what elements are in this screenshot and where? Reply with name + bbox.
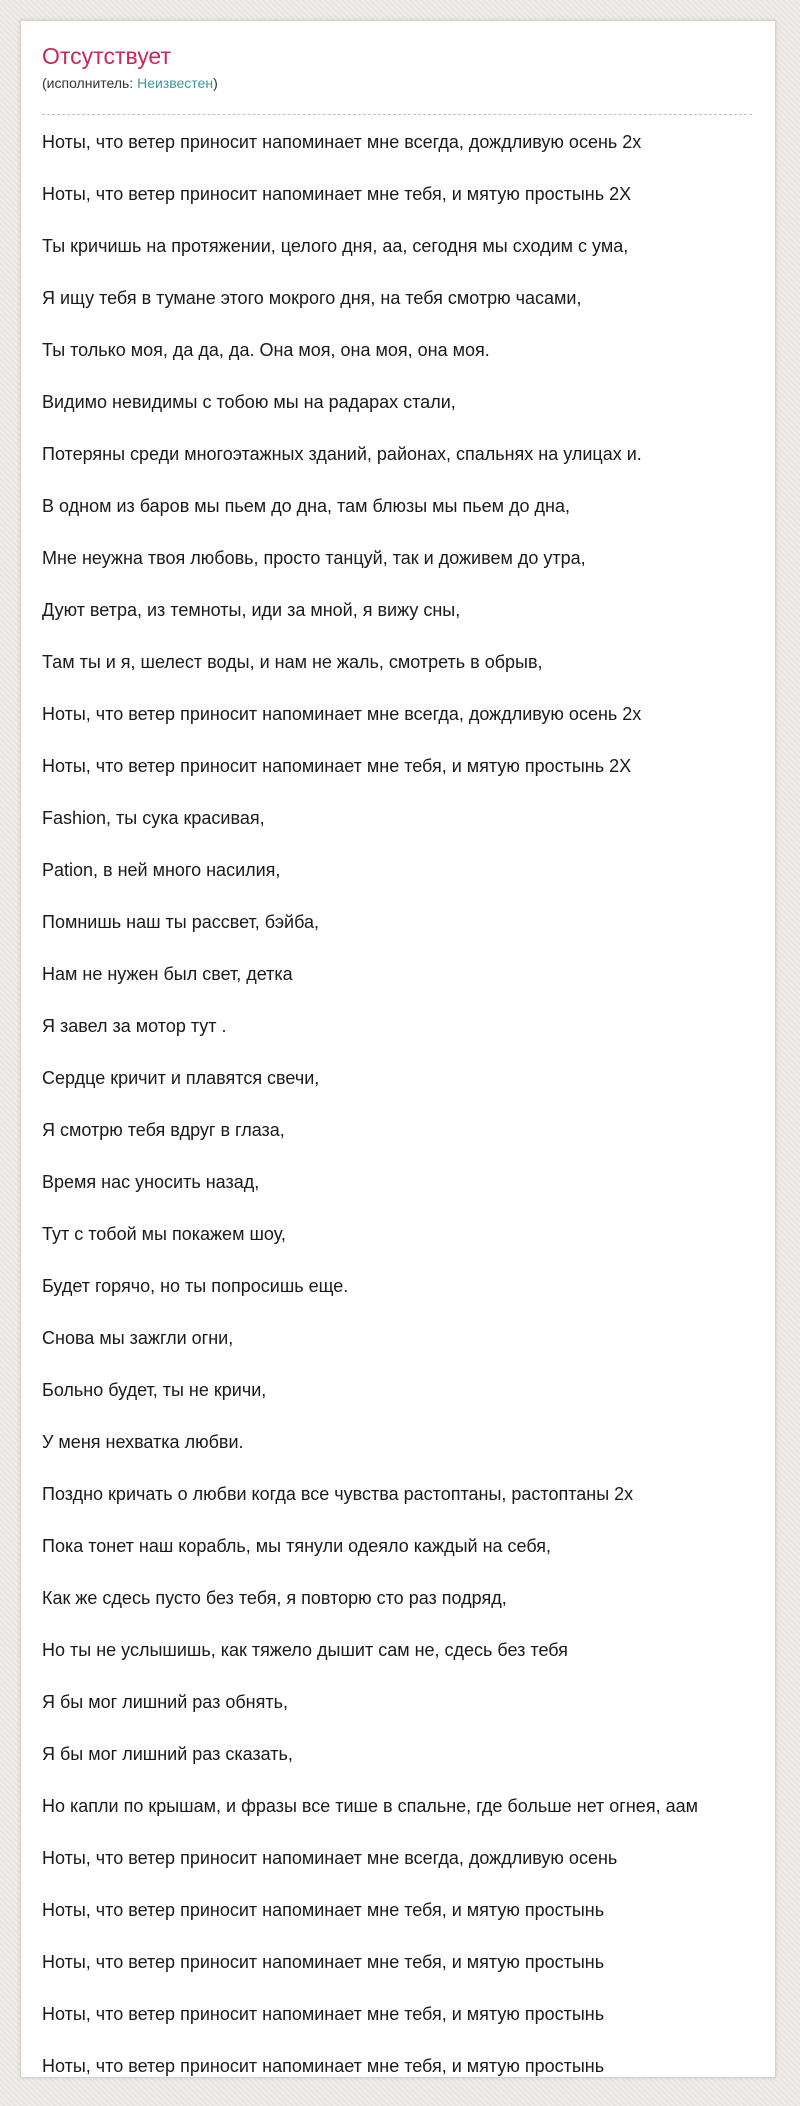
lyric-line: Я бы мог лишний раз сказать, [42,1744,293,1764]
artist-line [42,74,218,92]
lyric-line: Ты кричишь на протяжении, целого дня, аа, сегодня мы сходим с ума, [42,236,629,256]
lyric-line: Я смотрю тебя вдруг в глаза, [42,1120,285,1140]
lyric-line: Ноты, что ветер приносит напоминает мне тебя, и мятую простынь 2Х [42,184,632,204]
lyric-line: Тут с тобой мы покажем шоу, [42,1224,286,1244]
lyric-line: Но капли по крышам, и фразы все тише в спальне, где больше нет огнея, аам [42,1796,698,1816]
lyric-line: Мне неужна твоя любовь, просто танцуй, так и доживем до утра, [42,548,586,568]
lyric-line: Сердце кричит и плавятся свечи, [42,1068,320,1088]
lyric-line: У меня нехватка любви. [42,1432,244,1452]
song-title: Отсутствует [42,43,171,69]
lyric-line: Pation, в ней много насилия, [42,860,281,880]
lyric-line: Видимо невидимы с тобою мы на радарах стали, [42,392,456,412]
lyric-line: Ноты, что ветер приносит напоминает мне всегда, дождливую осень 2х [42,704,642,724]
lyric-line: Поздно кричать о любви когда все чувства растоптаны, растоптаны 2х [42,1484,634,1504]
lyric-line: Время нас уносить назад, [42,1172,260,1192]
lyrics-list [42,116,762,2078]
lyric-line: Пока тонет наш корабль, мы тянули одеяло каждый на себя, [42,1536,552,1556]
lyric-line: Ноты, что ветер приносит напоминает мне всегда, дождливую осень [42,1848,618,1868]
artist-link[interactable]: Неизвестен [137,75,214,91]
lyric-line: Но ты не услышишь, как тяжело дышит сам не, сдесь без тебя [42,1640,568,1660]
lyric-line: Я ищу тебя в тумане этого мокрого дня, на тебя смотрю часами, [42,288,582,308]
artist-suffix: ) [213,75,218,91]
lyric-line: Я бы мог лишний раз обнять, [42,1692,288,1712]
lyric-line: Нам не нужен был свет, детка [42,964,293,984]
lyrics-card [20,20,776,2078]
song-header [42,42,752,115]
lyric-line: Ноты, что ветер приносит напоминает мне тебя, и мятую простынь [42,2004,605,2024]
lyric-line: Я завел за мотор тут . [42,1016,227,1036]
lyric-line: Будет горячо, но ты попросишь еще. [42,1276,349,1296]
lyric-line: Ноты, что ветер приносит напоминает мне тебя, и мятую простынь [42,1952,605,1972]
lyric-line: Ноты, что ветер приносит напоминает мне тебя, и мятую простынь [42,1900,605,1920]
lyric-line: Потеряны среди многоэтажных зданий, районах, спальнях на улицах и. [42,444,642,464]
lyric-line: В одном из баров мы пьем до дна, там блюзы мы пьем до дна, [42,496,570,516]
lyric-line: Как же сдесь пусто без тебя, я повторю сто раз подряд, [42,1588,507,1608]
lyric-line: Снова мы зажгли огни, [42,1328,234,1348]
artist-prefix: (исполнитель: [42,75,138,91]
lyric-line: Помнишь наш ты рассвет, бэйба, [42,912,320,932]
lyric-line: Там ты и я, шелест воды, и нам не жаль, смотреть в обрыв, [42,652,543,672]
lyric-line: Больно будет, ты не кричи, [42,1380,267,1400]
lyric-line: Ноты, что ветер приносит напоминает мне всегда, дождливую осень 2х [42,132,642,152]
lyric-line: Дуют ветра, из темноты, иди за мной, я вижу сны, [42,600,461,620]
lyric-line: Ноты, что ветер приносит напоминает мне тебя, и мятую простынь [42,2056,605,2076]
lyric-line: Ты только моя, да да, да. Она моя, она моя, она моя. [42,340,490,360]
lyric-line: Ноты, что ветер приносит напоминает мне тебя, и мятую простынь 2Х [42,756,632,776]
lyric-line: Fashion, ты сука красивая, [42,808,265,828]
